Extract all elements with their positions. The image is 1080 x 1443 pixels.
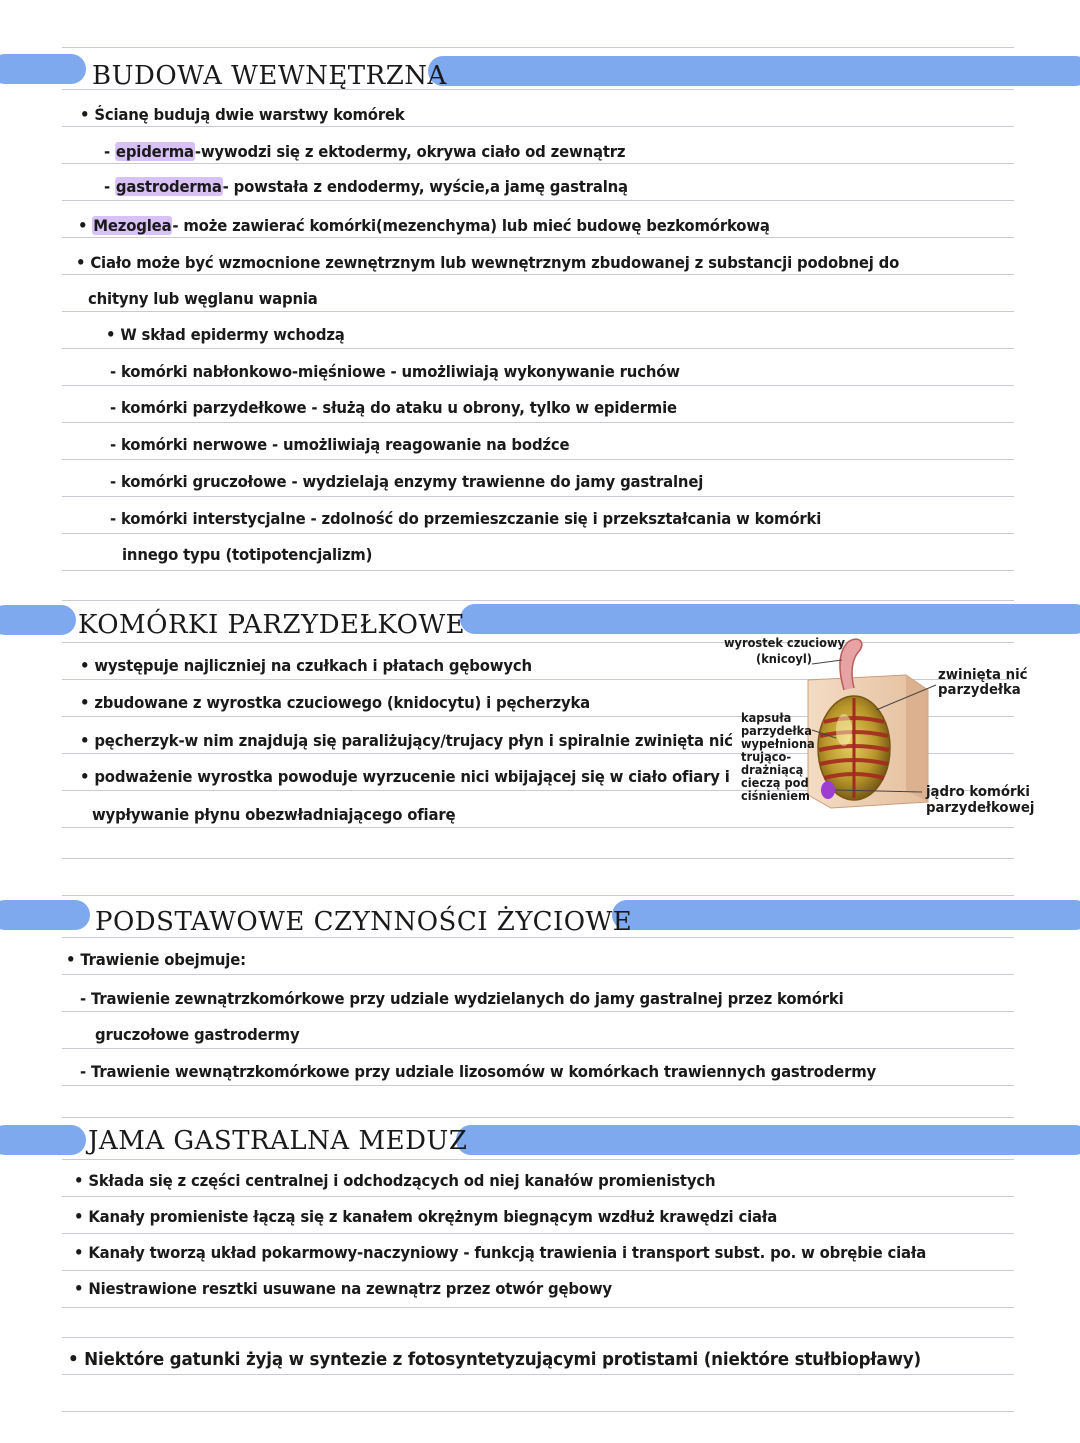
heading-highlight-right — [456, 1125, 1080, 1155]
note-line: - Trawienie wewnątrzkomórkowe przy udziale lizosomów w komórkach trawiennych gastrodermy — [80, 1062, 877, 1081]
note-line: • Składa się z części centralnej i odchodzących od niej kanałów promienistych — [74, 1171, 716, 1190]
note-line: • Niektóre gatunki żyją w syntezie z fotosyntetyzującymi protistami (niektóre stułbiopławy) — [68, 1349, 921, 1370]
note-line: - komórki interstycjalne - zdolność do przemieszczanie się i przekształcania w komórki — [110, 509, 822, 528]
note-line: - komórki nabłonkowo-mięśniowe - umożliwiają wykonywanie ruchów — [110, 362, 680, 381]
label-nucleus: jądro komórki — [926, 784, 1030, 800]
note-line: • W skład epidermy wchodzą — [106, 325, 345, 344]
dash: - — [104, 177, 115, 196]
label-capsule: kapsuła — [741, 711, 792, 725]
label-capsule: ciśnieniem — [741, 789, 810, 803]
highlighted-term: epiderma — [115, 142, 194, 161]
note-line: • Trawienie obejmuje: — [66, 950, 246, 969]
note-line: gruczołowe gastrodermy — [95, 1025, 300, 1044]
nucleus — [821, 781, 835, 799]
note-line: • Kanały promieniste łączą się z kanałem okrężnym biegnącym wzdłuż krawędzi ciała — [74, 1207, 778, 1226]
note-line: - Trawienie zewnątrzkomórkowe przy udziale wydzielanych do jamy gastralnej przez komórki — [80, 989, 844, 1008]
label-capsule: wypełniona — [741, 737, 815, 751]
heading-highlight-left — [0, 54, 86, 84]
cnidocyte-diagram — [716, 630, 1046, 830]
note-line — [104, 177, 628, 197]
note-line: innego typu (totipotencjalizm) — [122, 545, 373, 564]
note-line: wypływanie płynu obezwładniającego ofiarę — [92, 805, 456, 824]
section-title: KOMÓRKI PARZYDEŁKOWE — [78, 610, 466, 640]
note-line: • Ścianę budują dwie warstwy komórek — [80, 105, 405, 124]
highlighted-term: gastroderma — [115, 177, 222, 196]
heading-highlight-right — [428, 56, 1080, 86]
section-title: PODSTAWOWE CZYNNOŚCI ŻYCIOWE — [95, 907, 633, 937]
heading-highlight-left — [0, 605, 76, 635]
section-title: BUDOWA WEWNĘTRZNA — [92, 61, 447, 91]
label-coiled-thread-sub: parzydełka — [938, 682, 1021, 698]
label-nucleus-sub: parzydełkowej — [926, 800, 1035, 816]
label-cnidocil-sub: (knicoyl) — [756, 652, 812, 666]
bullet: • — [78, 216, 93, 235]
note-line: • podważenie wyrostka powoduje wyrzucenie nici wbijającej się w ciało ofiary i — [80, 767, 730, 786]
note-line: chityny lub węglanu wapnia — [88, 289, 318, 308]
section-title: JAMA GASTRALNA MEDUZ — [88, 1126, 468, 1156]
note-line: • Ciało może być wzmocnione zewnętrznym lub wewnętrznym zbudowanej z substancji podobnej do — [76, 253, 900, 272]
heading-highlight-right — [612, 900, 1080, 930]
dash: - — [104, 142, 115, 161]
label-capsule: parzydełka — [741, 724, 812, 738]
definition: - może zawierać komórki(mezenchyma) lub mieć budowę bezkomórkową — [172, 216, 770, 235]
definition: - powstała z endodermy, wyście,a jamę gastralną — [222, 177, 628, 196]
heading-highlight-left — [0, 1125, 86, 1155]
note-line: - komórki gruczołowe - wydzielają enzymy trawienne do jamy gastralnej — [110, 472, 704, 491]
note-line: • występuje najliczniej na czułkach i płatach gębowych — [80, 656, 532, 675]
definition: -wywodzi się z ektodermy, okrywa ciało od zewnątrz — [194, 142, 626, 161]
note-line: - komórki parzydełkowe - służą do ataku u obrony, tylko w epidermie — [110, 398, 677, 417]
label-capsule: cieczą pod — [741, 776, 809, 790]
note-line — [104, 142, 625, 162]
note-line: • Niestrawione resztki usuwane na zewnątrz przez otwór gębowy — [74, 1279, 612, 1298]
note-line: • pęcherzyk-w nim znajdują się paraliżujący/trujacy płyn i spiralnie zwinięta nić — [80, 731, 733, 750]
label-capsule: drażniącą — [741, 763, 804, 777]
note-line: • zbudowane z wyrostka czuciowego (knidocytu) i pęcherzyka — [80, 693, 591, 712]
note-line: - komórki nerwowe - umożliwiają reagowanie na bodźce — [110, 435, 570, 454]
highlighted-term: Mezoglea — [93, 216, 172, 235]
heading-highlight-left — [0, 900, 90, 930]
label-capsule: trująco- — [741, 750, 792, 764]
note-line — [78, 216, 770, 236]
label-coiled-thread: zwinięta nić — [938, 667, 1028, 683]
note-line: • Kanały tworzą układ pokarmowy-naczyniowy - funkcją trawienia i transport subst. po. w obrębie ciała — [74, 1243, 927, 1262]
label-cnidocil: wyrostek czuciowy — [724, 636, 845, 650]
